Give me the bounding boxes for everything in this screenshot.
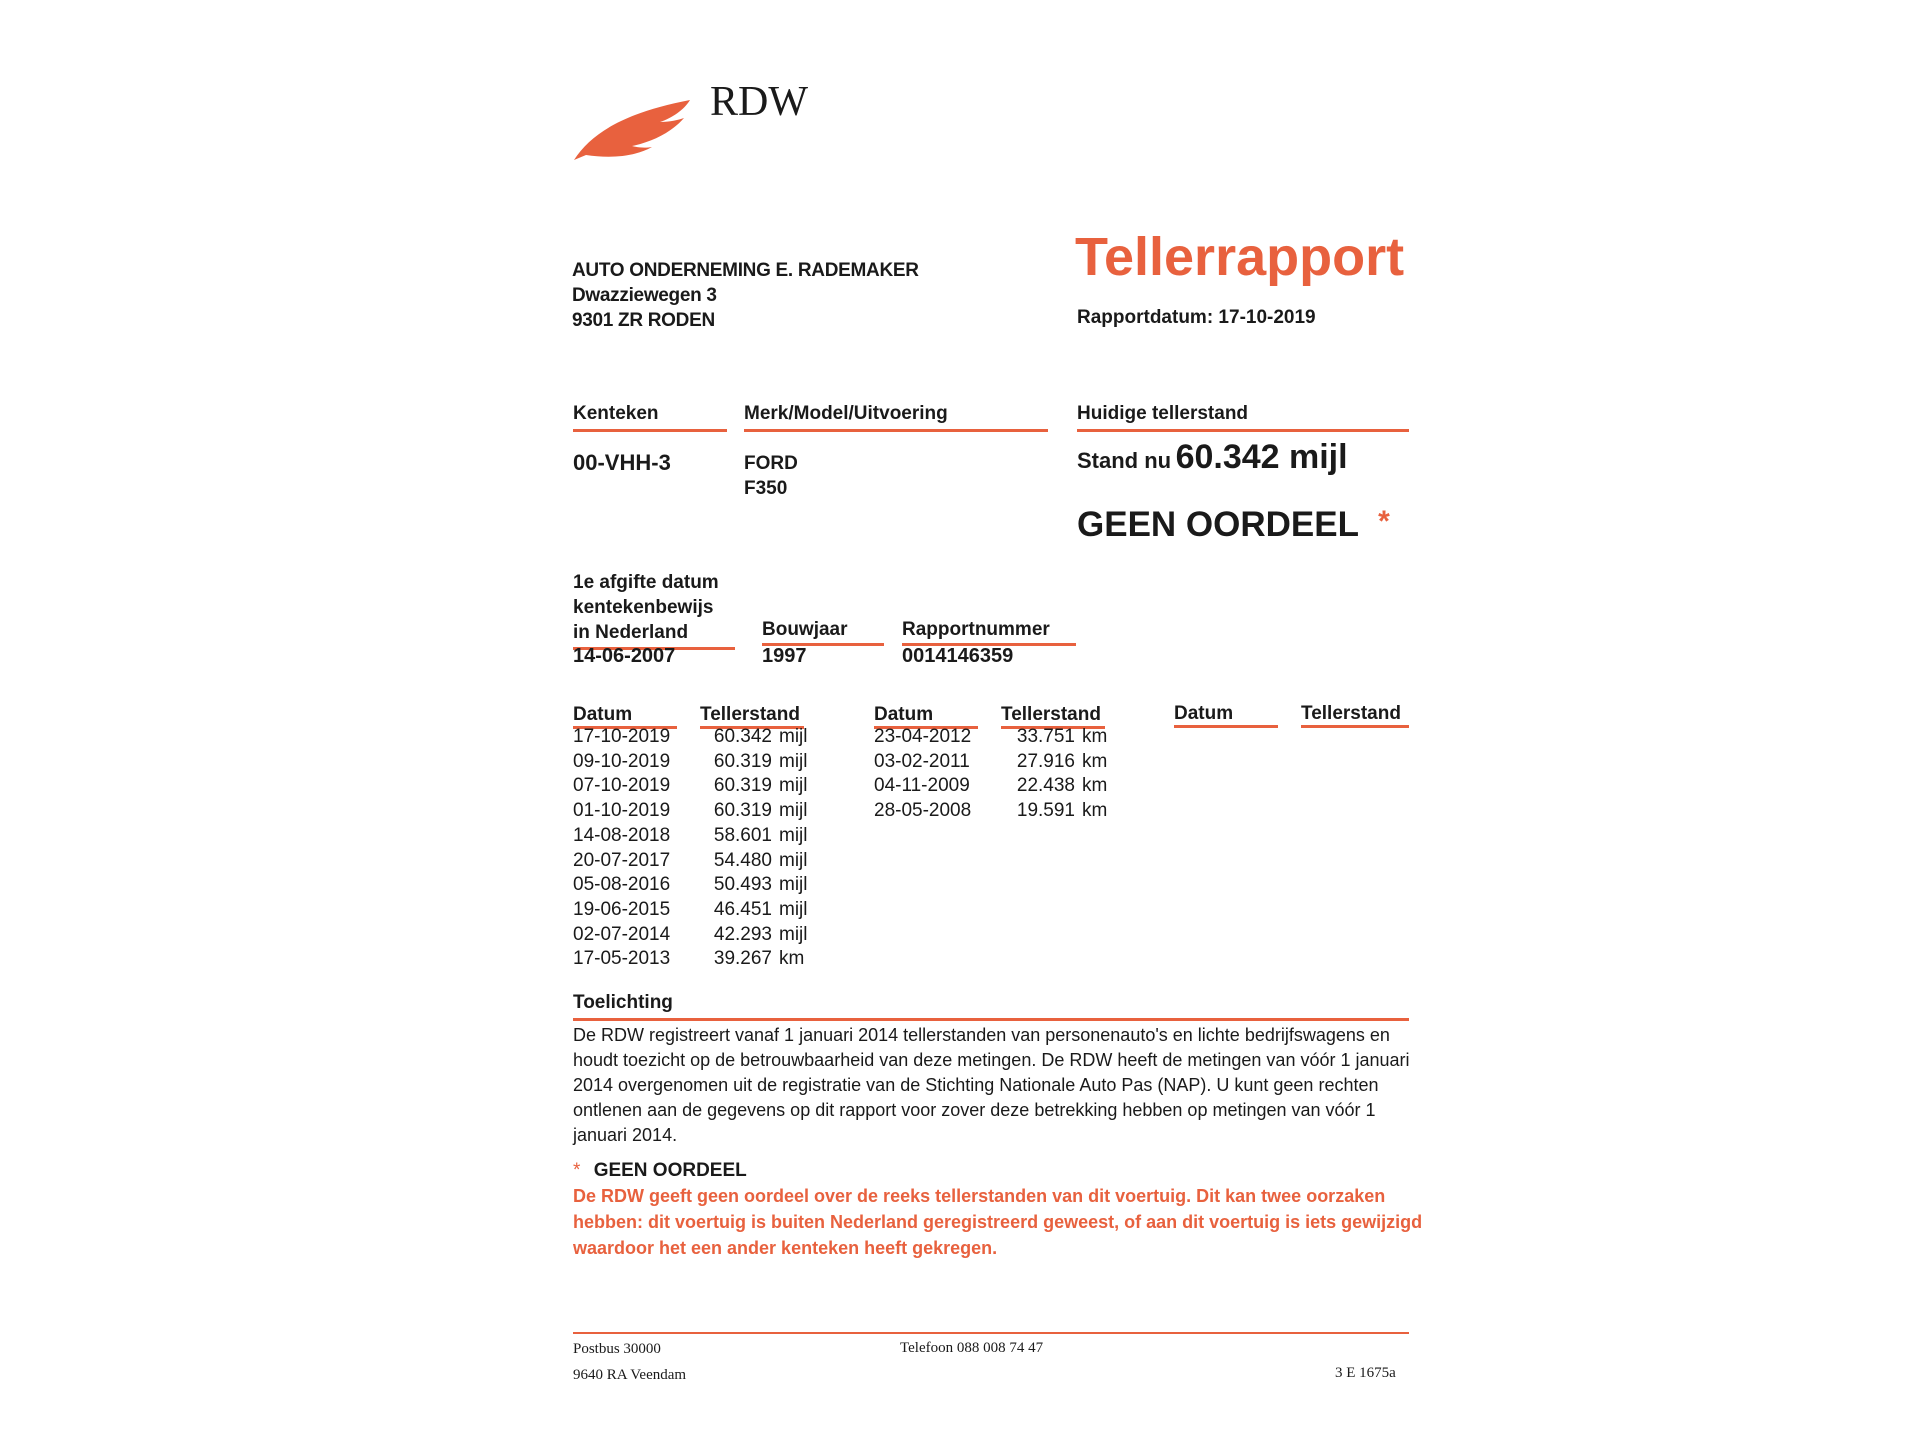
footer-city: 9640 RA Veendam	[573, 1367, 687, 1383]
reading-value: 42.293	[713, 923, 772, 945]
reading-unit: km	[779, 948, 805, 970]
footer-postbus: Postbus 30000	[573, 1341, 661, 1357]
recipient-city: 9301 ZR RODEN	[572, 310, 715, 331]
reading-value: 60.342	[713, 726, 772, 747]
reading-unit: mijl	[779, 726, 808, 747]
footer-code: 3 E 1675a	[1335, 1365, 1396, 1381]
rapportnummer-label: Rapportnummer	[902, 619, 1076, 646]
col1-datum-header: Datum	[573, 704, 677, 729]
stand-value: 60.342 mijl	[1175, 438, 1348, 476]
reading-value: 33.751	[1016, 726, 1075, 747]
stand-nu	[1077, 438, 1348, 477]
col2-teller-header: Tellerstand	[1001, 704, 1105, 729]
reading-unit: mijl	[779, 874, 808, 896]
reading-date: 04-11-2009	[874, 775, 970, 797]
rapportnummer-value: 0014146359	[902, 645, 1014, 667]
reading-value: 46.451	[713, 898, 772, 920]
report-title: Tellerrapport	[1075, 227, 1405, 287]
reading-value: 22.438	[1016, 775, 1075, 797]
afgifte-label-line1: 1e afgifte datum	[573, 572, 719, 593]
toelichting-text: De RDW registreert vanaf 1 januari 2014 tellerstanden van personenauto's en lichte bedrijfswagens en houdt toezicht op de betrouwbaarheid van deze metingen. De RDW heeft de metingen van vóór 1 januari 2014 overgenomen uit de registratie van de Stichting Nationale Auto Pas (NAP). U kunt geen rechten ontlenen aan de gegevens op dit rapport voor zover deze betrekking hebben op metingen van vóór 1 januari 2014.	[573, 1025, 1410, 1145]
reading-value: 60.319	[713, 750, 772, 772]
reading-value: 39.267	[713, 948, 772, 970]
reading-unit: km	[1082, 750, 1108, 772]
toelichting-label: Toelichting	[573, 992, 1409, 1021]
geen-oordeel-heading	[1077, 505, 1390, 545]
reading-date: 14-08-2018	[573, 824, 671, 846]
note-label: GEEN OORDEEL	[593, 1160, 747, 1181]
merk-label: Merk/Model/Uitvoering	[744, 403, 1048, 432]
kenteken-label: Kenteken	[573, 403, 727, 432]
col2-datum-header: Datum	[874, 704, 978, 729]
reading-value: 54.480	[713, 849, 772, 871]
reading-unit: mijl	[779, 849, 808, 871]
bouwjaar-label: Bouwjaar	[762, 619, 884, 646]
reading-unit: km	[1082, 775, 1108, 797]
reading-date: 03-02-2011	[874, 750, 970, 772]
recipient-address	[572, 258, 919, 333]
reading-unit: mijl	[779, 750, 808, 772]
rdw-feather-icon	[572, 92, 702, 164]
reading-date: 02-07-2014	[573, 923, 671, 945]
rdw-logo	[572, 79, 822, 172]
reading-date: 17-05-2013	[573, 948, 671, 970]
reading-date: 28-05-2008	[874, 800, 972, 822]
kenteken-value: 00-VHH-3	[573, 450, 671, 475]
reading-date: 19-06-2015	[573, 898, 671, 920]
afgifte-value: 14-06-2007	[573, 645, 676, 667]
col3-datum-header: Datum	[1174, 703, 1278, 728]
reading-date: 07-10-2019	[573, 775, 671, 797]
bouwjaar-value: 1997	[762, 645, 807, 667]
reading-date: 17-10-2019	[573, 726, 671, 747]
reading-value: 58.601	[713, 824, 772, 846]
afgifte-label-line2: kentekenbewijs	[573, 597, 714, 618]
huidige-tellerstand-label: Huidige tellerstand	[1077, 403, 1409, 432]
report-date: Rapportdatum: 17-10-2019	[1077, 307, 1316, 328]
reading-value: 27.916	[1016, 750, 1075, 772]
reading-date: 20-07-2017	[573, 849, 671, 871]
reading-date: 23-04-2012	[874, 726, 972, 747]
reading-unit: mijl	[779, 923, 808, 945]
reading-value: 60.319	[713, 775, 772, 797]
reading-value: 50.493	[713, 874, 772, 896]
recipient-name: AUTO ONDERNEMING E. RADEMAKER	[572, 260, 919, 281]
reading-unit: mijl	[779, 775, 808, 797]
reading-value: 60.319	[713, 800, 772, 822]
oordeel-asterisk: *	[1378, 505, 1390, 538]
note-asterisk: *	[573, 1160, 581, 1181]
col1-teller-header: Tellerstand	[700, 704, 804, 729]
reading-date: 01-10-2019	[573, 800, 671, 822]
afgifte-label-line3: in Nederland	[573, 620, 735, 650]
reading-unit: km	[1082, 800, 1108, 822]
merk-value: FORD	[744, 453, 798, 474]
geen-oordeel-note-text: De RDW geeft geen oordeel over de reeks tellerstanden van dit voertuig. Dit kan twee oorzaken hebben: dit voertuig is buiten Nederland geregistreerd geweest, of aan dit voertuig is iets gewijzigd waardoor het een ander kenteken heeft gekregen.	[573, 1186, 1423, 1258]
footer-phone: Telefoon 088 008 74 47	[900, 1340, 1044, 1356]
reading-date: 09-10-2019	[573, 750, 671, 772]
reading-unit: mijl	[779, 824, 808, 846]
recipient-street: Dwazziewegen 3	[572, 285, 717, 306]
rdw-logo-text: RDW	[710, 79, 808, 125]
reading-unit: km	[1082, 726, 1108, 747]
geen-oordeel-note-heading	[573, 1160, 747, 1182]
reading-date: 05-08-2016	[573, 874, 671, 896]
afgifte-label	[573, 570, 735, 650]
reading-unit: mijl	[779, 800, 808, 822]
geen-oordeel-text: GEEN OORDEEL	[1077, 505, 1359, 544]
model-value: F350	[744, 478, 788, 499]
reading-unit: mijl	[779, 898, 808, 920]
stand-prefix: Stand nu	[1077, 448, 1172, 473]
footer-rule	[573, 1332, 1409, 1334]
reading-value: 19.591	[1016, 800, 1075, 822]
col3-teller-header: Tellerstand	[1301, 703, 1409, 728]
